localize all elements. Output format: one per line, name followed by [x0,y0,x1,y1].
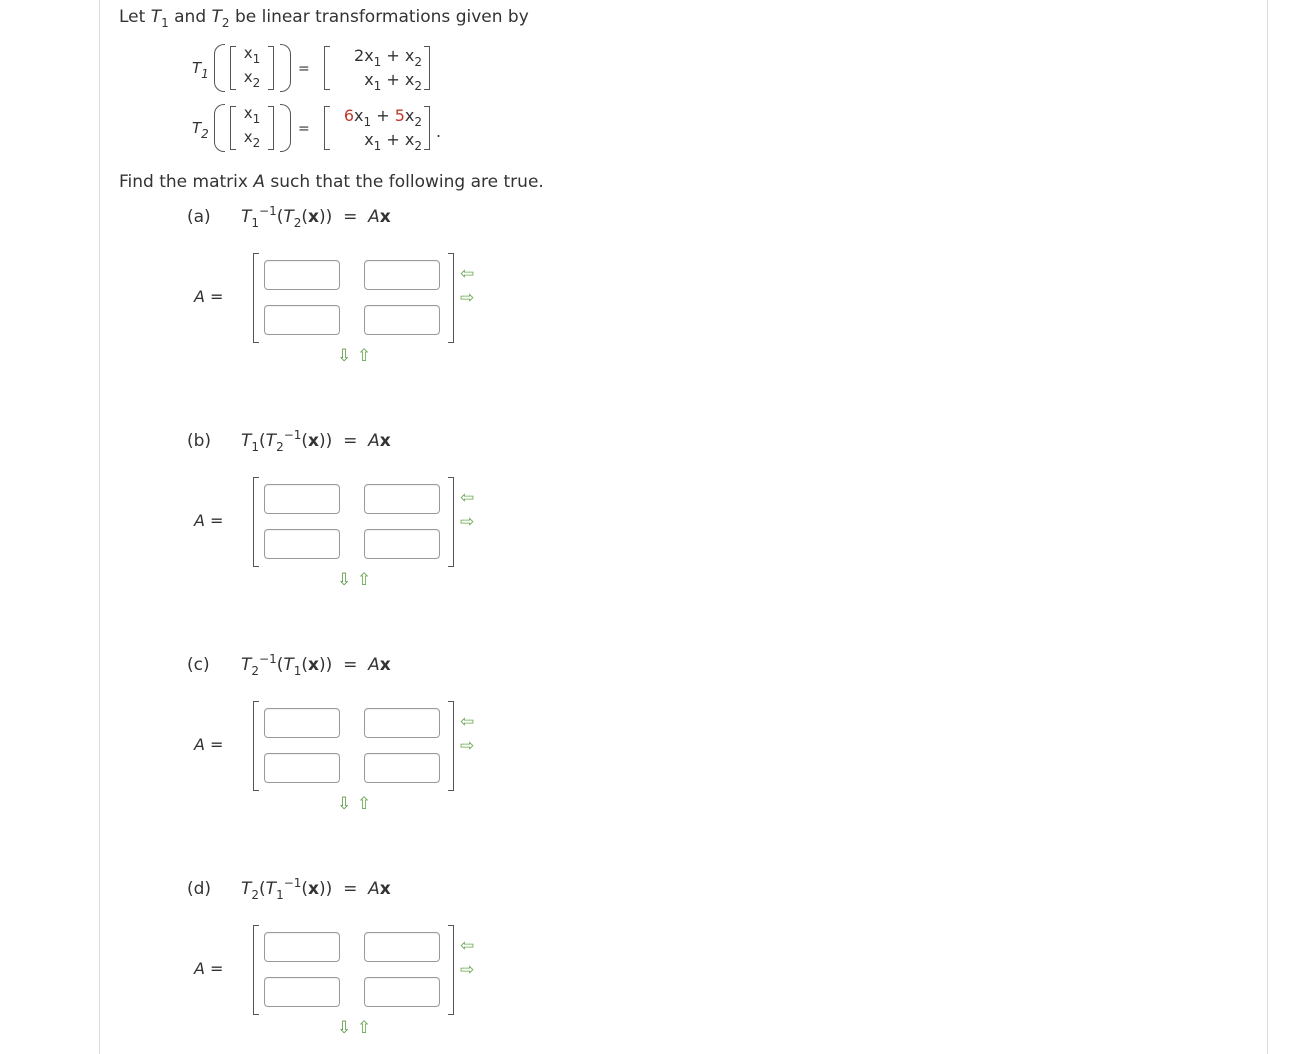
intro-t1-sub: 1 [161,16,169,30]
remove-row-arrow-icon[interactable]: ⇧ [357,1018,372,1038]
equation-term: A [368,655,380,675]
def-result-term: 1 [363,115,372,129]
equation-term: ( [301,879,309,899]
matrix-bracket-left [253,925,259,1015]
def-result-term: + [371,106,395,125]
def-vec-var: x [243,44,253,62]
matrix-entry-r2c1[interactable] [264,305,340,335]
def-result-term: 2 [414,139,422,153]
part-letter: (d) [187,879,212,899]
equation-term: 2 [251,888,260,902]
equation-term: ( [301,207,309,227]
def-vec-bracket-right [268,106,274,150]
def-result-term: 2 [414,55,422,69]
find-matrix-a: A [253,172,265,192]
matrix-entry-r1c2[interactable] [364,932,440,962]
equation-term: T [241,207,252,227]
equation-term: 2 [293,216,302,230]
def-vec-bracket-right [268,46,274,90]
equation-term: 2 [251,664,260,678]
equation-term: x [308,655,320,675]
def-result-term: x [364,70,374,89]
find-post: such that the following are true. [265,172,544,192]
def-t-letter: T [192,119,202,137]
equation-term: x [308,431,320,451]
intro-text [119,7,529,30]
def-vec-var: x [243,128,253,146]
equation-term: ( [276,207,284,227]
def-vec-sub: 1 [252,112,261,126]
remove-column-arrow-icon[interactable]: ⇦ [460,936,475,956]
def-vec-sub: 1 [252,52,261,66]
remove-column-arrow-icon[interactable]: ⇦ [460,264,475,284]
matrix-entry-r1c2[interactable] [364,260,440,290]
matrix-bracket-left [253,253,259,343]
matrix-entry-r1c1[interactable] [264,484,340,514]
def-result-row [364,70,422,93]
def-result-term: 1 [373,79,382,93]
equation-term: −1 [259,204,277,218]
equation-term: x [308,207,320,227]
add-column-arrow-icon[interactable]: ⇨ [460,960,475,980]
equation-term: x [308,879,320,899]
def-paren-right [280,44,291,92]
matrix-entry-r2c2[interactable] [364,529,440,559]
equation-term: T [283,207,294,227]
matrix-entry-r1c1[interactable] [264,932,340,962]
def-result-bracket-right [424,46,430,90]
intro-t2: T [211,7,222,27]
def-vec-entry [237,44,267,66]
def-equals: = [298,61,310,77]
matrix-bracket-left [253,477,259,567]
def-result-term: + x [381,130,415,149]
equation-term: )) = [319,879,369,899]
matrix-entry-r2c2[interactable] [364,753,440,783]
add-column-arrow-icon[interactable]: ⇨ [460,512,475,532]
equation-term: 2 [276,440,284,454]
matrix-entry-r1c2[interactable] [364,484,440,514]
equation-term: ( [301,431,309,451]
matrix-entry-r2c1[interactable] [264,977,340,1007]
def-t-label [192,119,209,141]
a-label-text: A = [194,287,224,306]
a-equals-label [194,959,223,978]
def-t-sub: 1 [201,67,209,81]
part-letter: (a) [187,207,211,227]
def-result-bracket-right [424,106,430,150]
part-equation [241,876,391,902]
def-result-term: 5 [394,106,405,125]
equation-term: 1 [251,216,260,230]
part-equation [241,652,391,678]
equation-term: −1 [283,428,302,442]
equation-term: T [283,655,294,675]
a-label-text: A = [194,735,224,754]
def-result-term: 1 [373,55,382,69]
add-row-arrow-icon[interactable]: ⇩ [337,794,352,814]
add-column-arrow-icon[interactable]: ⇨ [460,736,475,756]
add-row-arrow-icon[interactable]: ⇩ [337,1018,352,1038]
def-result-row [354,46,422,69]
def-vec-var: x [243,104,253,122]
def-vec-bracket-left [230,46,236,90]
def-result-bracket-left [324,46,330,90]
def-result-term: 2 [414,115,422,129]
matrix-entry-r1c1[interactable] [264,260,340,290]
add-row-arrow-icon[interactable]: ⇩ [337,570,352,590]
add-row-arrow-icon[interactable]: ⇩ [337,346,352,366]
matrix-entry-r1c1[interactable] [264,708,340,738]
a-label-text: A = [194,511,224,530]
a-equals-label [194,735,223,754]
a-equals-label [194,511,223,530]
equation-term: ( [259,431,266,451]
equation-term: 1 [251,440,260,454]
equation-term: )) = [319,207,369,227]
def-vec-var: x [243,68,253,86]
remove-column-arrow-icon[interactable]: ⇦ [460,712,475,732]
part-letter: (c) [187,655,210,675]
add-column-arrow-icon[interactable]: ⇨ [460,288,475,308]
equation-term: x [379,431,391,451]
def-result-term: + x [381,70,415,89]
equation-term: x [379,207,391,227]
def-result-term: x [404,106,415,125]
def-paren-right [280,104,291,152]
equation-term: T [241,879,252,899]
def-result-bracket-left [324,106,330,150]
equation-term: −1 [259,652,277,666]
def-vec-sub: 2 [252,136,261,150]
equation-term: A [368,431,380,451]
matrix-bracket-right [448,925,454,1015]
def-result-term: 1 [373,139,382,153]
equation-term: x [379,879,391,899]
equation-term: T [265,879,277,899]
equation-term: )) = [319,431,369,451]
def-vec-entry [237,68,267,90]
def-result-term: 2x [354,46,374,65]
equation-term: ( [259,879,266,899]
equation-term: A [368,879,380,899]
matrix-bracket-right [448,701,454,791]
a-equals-label [194,287,223,306]
intro-t2-sub: 2 [221,16,230,30]
def-t-letter: T [192,59,202,77]
def-result-term: x [354,106,364,125]
matrix-entry-r1c2[interactable] [364,708,440,738]
remove-column-arrow-icon[interactable]: ⇦ [460,488,475,508]
left-border [99,0,100,1054]
part-equation [241,428,391,454]
remove-row-arrow-icon[interactable]: ⇧ [357,570,372,590]
def-t-sub: 2 [201,127,209,141]
intro-let: Let [119,7,146,27]
def-equals: = [298,121,310,137]
def-result-term: 6 [343,106,355,125]
a-label-text: A = [194,959,224,978]
def-result-term: x [364,130,374,149]
equation-term: )) = [319,655,369,675]
matrix-entry-r2c1[interactable] [264,529,340,559]
part-letter: (b) [187,431,212,451]
matrix-entry-r2c1[interactable] [264,753,340,783]
remove-row-arrow-icon[interactable]: ⇧ [357,346,372,366]
intro-and: and [174,7,207,27]
equation-term: ( [301,655,309,675]
equation-term: x [379,655,391,675]
def-paren-left [214,44,225,92]
matrix-bracket-left [253,701,259,791]
def-period: . [436,122,442,141]
equation-term: T [265,431,277,451]
intro-rest: be linear transformations given by [234,7,529,27]
equation-term: 1 [293,664,302,678]
matrix-bracket-right [448,253,454,343]
equation-term: ( [276,655,284,675]
def-paren-left [214,104,225,152]
remove-row-arrow-icon[interactable]: ⇧ [357,794,372,814]
def-vec-entry [237,104,267,126]
matrix-entry-r2c2[interactable] [364,977,440,1007]
equation-term: −1 [283,876,302,890]
def-result-term: + x [381,46,415,65]
intro-t1: T [150,7,162,27]
def-result-row [343,106,422,129]
matrix-bracket-right [448,477,454,567]
find-instruction [119,172,544,192]
equation-term: T [241,655,252,675]
equation-term: T [241,431,252,451]
equation-term: A [368,207,380,227]
right-border [1267,0,1268,1054]
def-t-label [192,59,209,81]
part-equation [241,204,391,230]
def-result-row [364,130,422,153]
matrix-entry-r2c2[interactable] [364,305,440,335]
def-vec-bracket-left [230,106,236,150]
equation-term: 1 [276,888,284,902]
def-vec-sub: 2 [252,76,261,90]
def-result-term: 2 [414,79,422,93]
find-pre: Find the matrix [119,172,254,192]
def-vec-entry [237,128,267,150]
